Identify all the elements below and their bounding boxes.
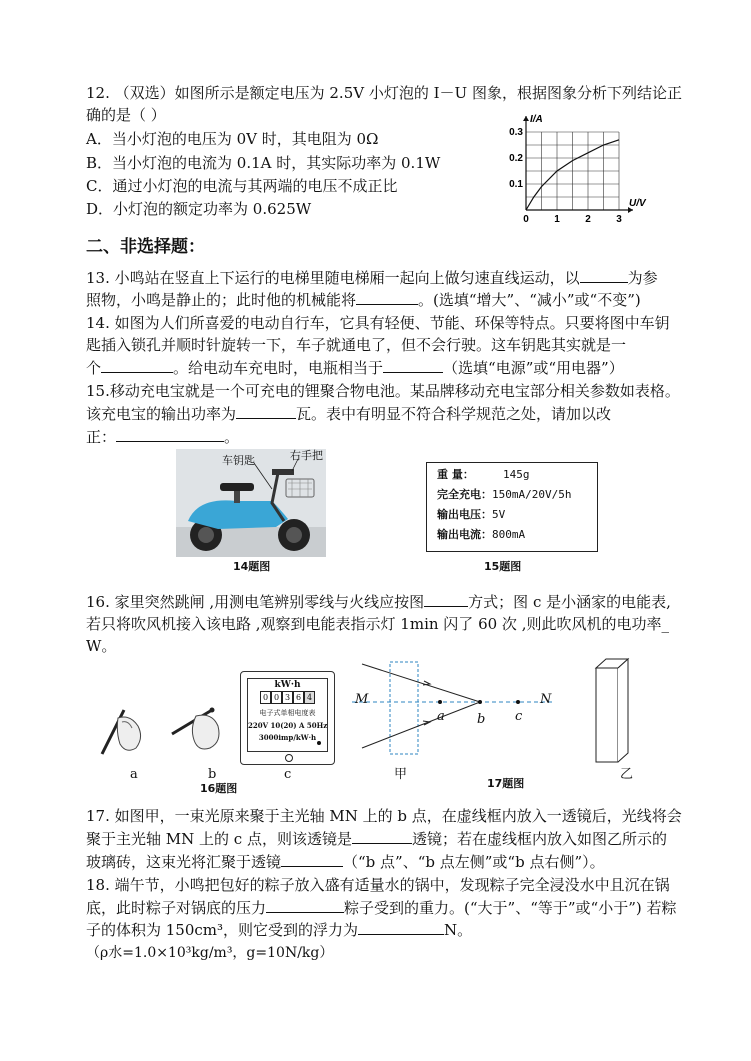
meter-digit: 4 (304, 691, 315, 704)
fig16-label-b: b (208, 767, 217, 782)
meter-digit: 6 (293, 691, 304, 704)
meter-imp: 3000imp/kW·h (258, 733, 317, 742)
q17-line-3: 玻璃砖，这束光将汇聚于透镜 （“b 点”、“b 点左侧”或“b 点右侧”）。 (86, 853, 605, 871)
q18-line-1: 18. 端午节，小鸣把包好的粽子放入盛有适量水的锅中，发现粽子完全浸没水中且沉在锅 (86, 876, 670, 894)
iu-axes (523, 116, 633, 213)
spec-row-voltage: 输出电压：5V (437, 508, 506, 521)
y-tick-label: 0.3 (509, 127, 523, 138)
q12-option-d: D．小灯泡的额定功率为 0.625W (86, 200, 312, 218)
y-tick-label: 0.2 (509, 153, 523, 164)
q15-line-1: 15.移动充电宝就是一个可充电的锂聚合物电池。某品牌移动充电宝部分相关参数如表格。 (86, 382, 680, 400)
energy-meter-panel (247, 678, 328, 752)
fig16-label-a: a (130, 767, 138, 782)
q14-blank-1[interactable] (101, 358, 173, 373)
q16-line-1: 16. 家里突然跳闸 ,用测电笔辨别零线与火线应按图 方式；图 c 是小涵家的电能表, (86, 593, 671, 611)
meter-name: 电子式单相电度表 (259, 709, 316, 717)
y-axis-label: I/A (530, 114, 543, 125)
meter-digits (248, 691, 327, 704)
fig17-label-jia: 甲 (394, 767, 408, 782)
q14-blank-2[interactable] (383, 358, 443, 373)
q12-line-1: 12. （双选）如图所示是额定电压为 2.5V 小灯泡的 I－U 图象，根据图象分析下列结论正 (86, 84, 682, 102)
q13-line-2: 照物，小鸣是静止的；此时他的机械能将 。(选填“增大”、“减小”或“不变”) (86, 291, 641, 309)
q12-option-b: B．当小灯泡的电流为 0.1A 时，其实际功率为 0.1W (86, 154, 441, 172)
y-tick-label: 0.1 (509, 179, 523, 190)
point-a-label: a (437, 709, 445, 724)
q14-line-2: 匙插入锁孔并顺时针旋转一下，车子就通电了，但不会行驶。这车钥匙其实就是一 (86, 336, 627, 354)
spec-table (426, 462, 598, 552)
x-tick-label: 0 (523, 214, 529, 225)
q15-line-2: 该充电宝的输出功率为 瓦。表中有明显不符合科学规范之处，请加以改 (86, 405, 612, 423)
fig17-caption: 17题图 (487, 777, 525, 790)
q13-line-1: 13. 小鸣站在竖直上下运行的电梯里随电梯厢一起向上做匀速直线运动，以 为参 (86, 269, 658, 287)
q18-constants: （ρ水=1.0×10³kg/m³，g=10N/kg） (86, 945, 334, 961)
test-pen-hand-b (166, 700, 226, 756)
x-axis-label: U/V (629, 198, 646, 209)
q13-blank-2[interactable] (356, 290, 418, 305)
glass-brick-yi (592, 656, 632, 766)
x-tick-label: 3 (616, 214, 622, 225)
q16-line-3: W。 (86, 637, 117, 655)
energy-meter (240, 671, 335, 765)
key-label: 车钥匙 (222, 454, 255, 467)
spec-row-current: 输出电流：800mA (437, 528, 526, 541)
handle-label: 右手把 (290, 449, 323, 462)
q17-line-1: 17. 如图甲，一束光原来聚于主光轴 MN 上的 b 点，在虚线框内放入一透镜后，光线将会 (86, 807, 682, 825)
iu-grid (526, 132, 619, 210)
y-axis-arrow-icon (523, 116, 529, 121)
q12-option-c: C．通过小灯泡的电流与其两端的电压不成正比 (86, 177, 398, 195)
iu-chart (500, 110, 660, 225)
fig15-caption: 15题图 (484, 560, 522, 573)
point-b-label: b (477, 712, 486, 727)
fig16-label-c: c (284, 767, 292, 782)
meter-digit: 0 (260, 691, 271, 704)
fig16-caption: 16题图 (200, 782, 238, 795)
section-title: 二、非选择题： (86, 237, 205, 257)
x-tick-label: 2 (585, 214, 591, 225)
q18-line-3: 子的体积为 150cm³，则它受到的浮力为 N。 (86, 921, 473, 939)
q16-line-2: 若只将吹风机接入该电路 ,观察到电能表指示灯 1min 闪了 60 次 ,则此吹风机的电功率_ (86, 615, 669, 633)
q17-blank-2[interactable] (281, 852, 343, 867)
q17-line-2: 聚于主光轴 MN 上的 c 点，则该透镜是 透镜；若在虚线框内放入如图乙所示的 (86, 830, 667, 848)
q18-line-2: 底，此时粽子对锅底的压力 粽子受到的重力。(“大于”、“等于”或“小于”) 若粽 (86, 899, 677, 917)
q15-blank-2[interactable] (116, 427, 224, 442)
meter-digit: 3 (282, 691, 293, 704)
x-tick-label: 1 (554, 214, 560, 225)
test-pen-hand-a (96, 700, 152, 758)
point-c-label: c (515, 709, 523, 724)
q12-line-2: 确的是（ ） (86, 106, 166, 124)
q16-blank-1[interactable] (424, 592, 468, 607)
q15-blank-1[interactable] (236, 404, 296, 419)
q17-blank-1[interactable] (352, 829, 412, 844)
label-M: M (355, 692, 369, 707)
label-N: N (540, 692, 552, 707)
q14-line-1: 14. 如图为人们所喜爱的电动自行车，它具有轻便、节能、环保等特点。只要将图中车钥 (86, 314, 670, 332)
q13-blank-1[interactable] (580, 268, 628, 283)
meter-digit: 0 (271, 691, 282, 704)
fig14-caption: 14题图 (233, 560, 271, 573)
q15-line-3: 正： 。 (86, 428, 240, 446)
q18-blank-2[interactable] (358, 920, 444, 935)
q18-blank-1[interactable] (266, 898, 344, 913)
spec-row-charge: 完全充电：150mA/20V/5h (437, 488, 572, 501)
meter-knob-icon (285, 754, 293, 762)
meter-unit: kW·h (274, 680, 301, 690)
meter-indicator-light (317, 741, 321, 745)
meter-spec: 220V 10(20) A 50Hz (248, 721, 328, 730)
q12-option-a: A．当小灯泡的电压为 0V 时，其电阻为 0Ω (86, 130, 379, 148)
q14-line-3: 个 。给电动车充电时，电瓶相当于 （选填“电源”或“用电器”） (86, 359, 624, 377)
fig17-label-yi: 乙 (620, 767, 634, 782)
spec-row-weight: 重 量： 145g (437, 468, 530, 481)
